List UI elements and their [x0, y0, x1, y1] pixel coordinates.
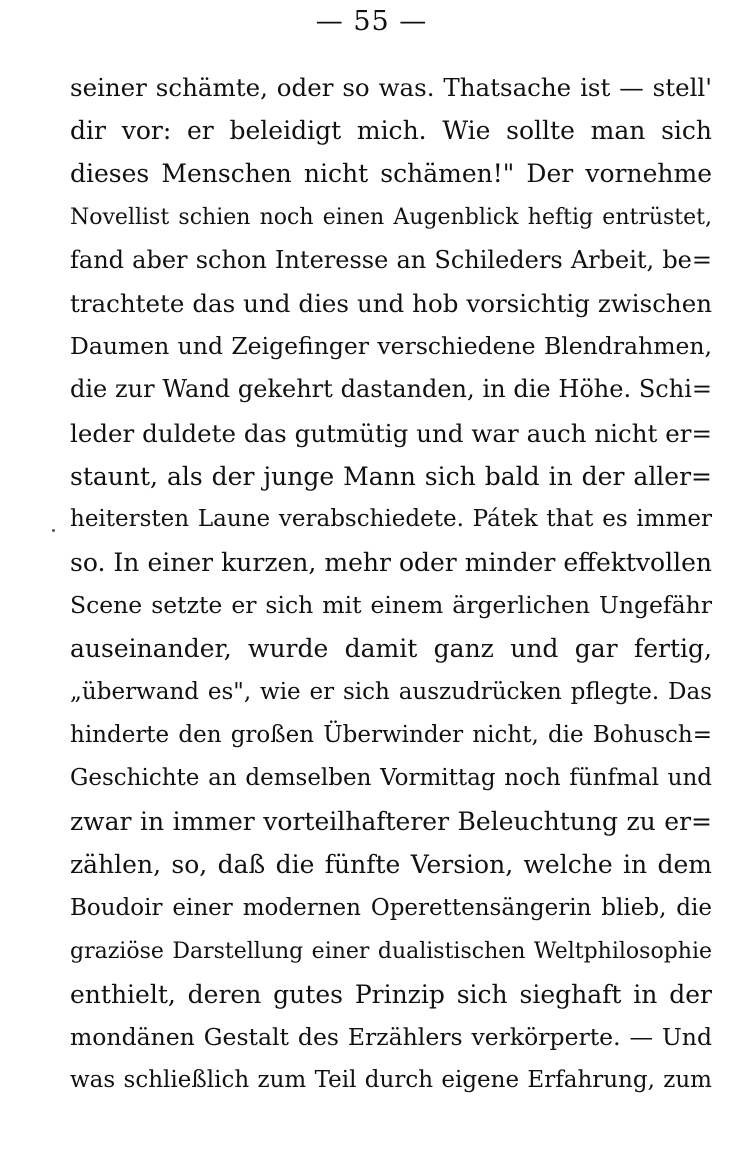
text-line: fand aber schon Interesse an Schileders Arbeit, be= — [70, 245, 712, 274]
text-line: Daumen und Zeigefinger verschiedene Blendrahmen, — [70, 332, 712, 361]
text-line: mondänen Gestalt des Erzählers verkörperte. — Und — [70, 1023, 712, 1052]
body-text — [70, 66, 712, 1103]
text-line: was schließlich zum Teil durch eigene Erfahrung, zum — [70, 1067, 712, 1094]
text-line: auseinander, wurde damit ganz und gar fertig, — [70, 634, 712, 664]
margin-mark — [52, 529, 55, 532]
text-line: Novellist schien noch einen Augenblick heftig entrüstet, — [70, 204, 712, 230]
text-line: staunt, als der junge Mann sich bald in der aller= — [70, 461, 712, 491]
text-line: dieses Menschen nicht schämen!" Der vornehme — [70, 159, 712, 189]
text-line: „überwand es", wie er sich auszudrücken pflegte. Das — [70, 678, 712, 705]
text-line: zwar in immer vorteilhafterer Beleuchtung zu er= — [70, 807, 712, 837]
text-line: heitersten Laune verabschiedete. Pátek that es immer — [70, 505, 712, 532]
text-line: die zur Wand gekehrt dastanden, in die Höhe. Schi= — [70, 375, 712, 404]
text-line: leder duldete das gutmütig und war auch nicht er= — [70, 418, 712, 448]
text-line: graziöse Darstellung einer dualistischen Weltphilosophie — [70, 938, 712, 964]
text-line: hinderte den großen Überwinder nicht, die Bohusch= — [70, 721, 712, 748]
text-line: so. In einer kurzen, mehr oder minder effektvollen — [70, 548, 712, 578]
text-line: seiner schämte, oder so was. Thatsache ist — stell' — [70, 73, 712, 102]
text-line: Boudoir einer modernen Operettensängerin blieb, die — [70, 894, 712, 921]
text-line: enthielt, deren gutes Prinzip sich sieghaft in der — [70, 979, 712, 1009]
text-line: Geschichte an demselben Vormittag noch fünfmal und — [70, 765, 712, 791]
text-line: Scene setzte er sich mit einem ärgerlichen Ungefähr — [70, 591, 712, 620]
page-number-header: — 55 — — [315, 6, 428, 37]
text-line: trachtete das und dies und hob vorsichtig zwischen — [70, 288, 712, 318]
text-line: dir vor: er beleidigt mich. Wie sollte man sich — [70, 116, 712, 146]
text-line: zählen, so, daß die fünfte Version, welche in dem — [70, 850, 712, 880]
